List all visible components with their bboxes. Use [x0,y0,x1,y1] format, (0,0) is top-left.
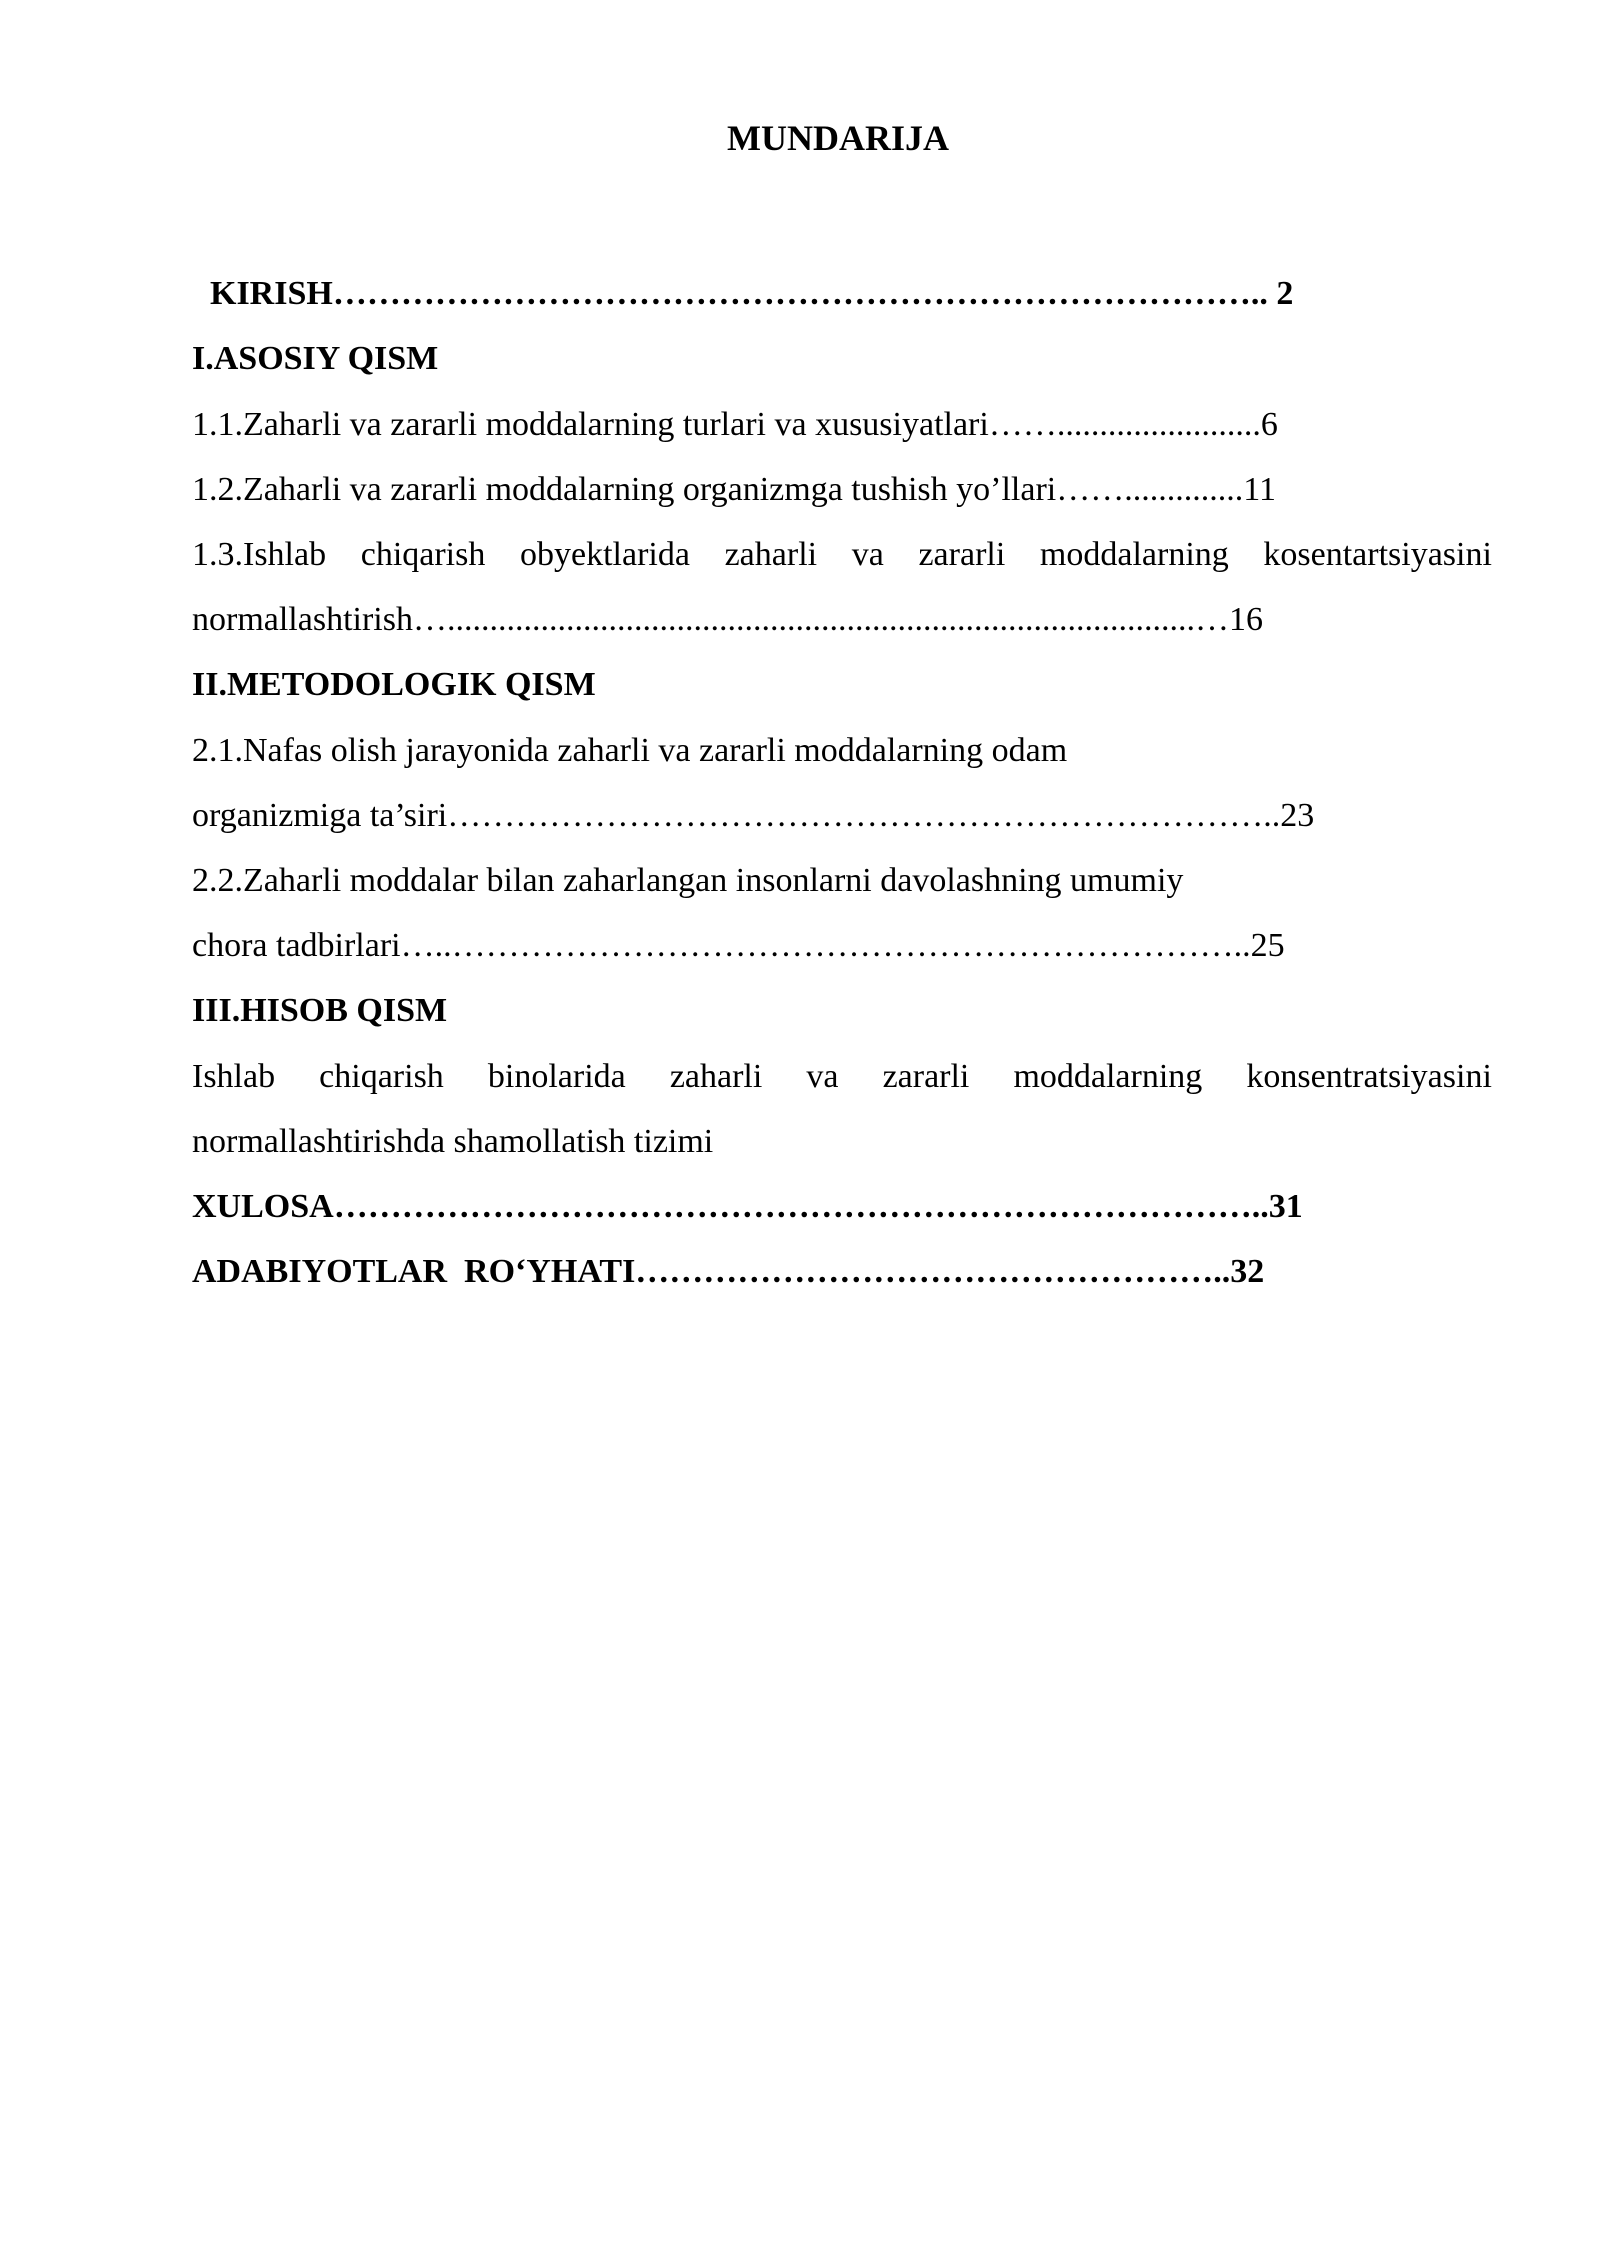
toc-heading-part2: II.METODOLOGIK QISM [192,666,596,703]
toc-heading-part1: I.ASOSIY QISM [192,340,439,377]
toc-entry-1-3-line2: normallashtirish…........................................................................................…16 [192,601,1263,638]
toc-word: binolarida [487,1058,626,1095]
toc-word: va [851,536,884,573]
toc-word: kosentartsiyasini [1263,536,1492,573]
toc-word: Ishlab [192,1058,276,1095]
toc-entry-2-2-line2: chora tadbirlari…..……………………………………………………………..25 [192,927,1285,964]
toc-heading-part3: III.HISOB QISM [192,992,448,1029]
toc-entry-2-1-line2: organizmiga ta’siri………………………………………………………………..23 [192,797,1315,834]
toc-word: obyektlarida [520,536,690,573]
toc-entry-1-2: 1.2.Zaharli va zararli moddalarning organizmga tushish yo’llari……..............11 [192,471,1276,508]
toc-word: konsentratsiyasini [1246,1058,1492,1095]
toc-entry-1-1: 1.1.Zaharli va zararli moddalarning turlari va xususiyatlari……........................6 [192,406,1278,443]
toc-entry-2-1-line1: 2.1.Nafas olish jarayonida zaharli va zararli moddalarning odam [192,732,1068,769]
toc-word: chiqarish [319,1058,444,1095]
toc-word: 1.3.Ishlab [192,536,327,573]
toc-word: zaharli [724,536,818,573]
page-title: MUNDARIJA [727,118,949,158]
toc-entry-2-2-line1: 2.2.Zaharli moddalar bilan zaharlangan insonlarni davolashning umumiy [192,862,1184,899]
toc-entry-adabiyotlar: ADABIYOTLAR RO‘YHATI……………………………………………..32 [192,1253,1265,1290]
toc-word: zararli [882,1058,970,1095]
toc-word: moddalarning [1039,536,1229,573]
toc-word: zararli [918,536,1006,573]
toc-entry-1-3-line1 [192,533,1492,577]
toc-entry-kirish: KIRISH……………………………………………………………………….. 2 [210,275,1294,312]
toc-entry-3-line1 [192,1055,1492,1099]
toc-word: zaharli [669,1058,763,1095]
toc-word: chiqarish [360,536,486,573]
toc-entry-3-line2: normallashtirishda shamollatish tizimi [192,1123,714,1160]
toc-word: va [806,1058,839,1095]
toc-entry-xulosa: XULOSA………………………………………………………………………..31 [192,1188,1303,1225]
toc-word: moddalarning [1013,1058,1203,1095]
